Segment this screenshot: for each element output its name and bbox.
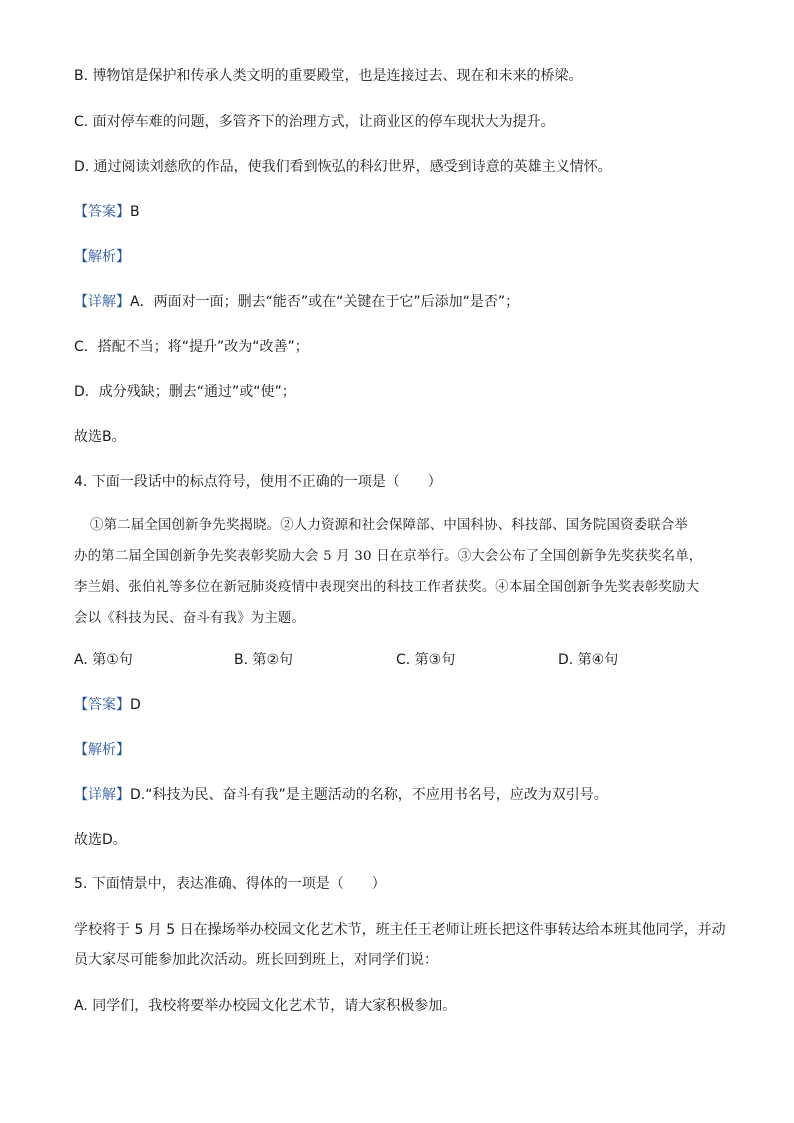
- q4-detail: [74, 785, 608, 805]
- q3-conclusion: 故选B。: [74, 429, 126, 445]
- passage-line: 办的第二届全国创新争先奖表彰奖励大会 5 月 30 日在京举行。③大会公布了全国创新争先奖获奖名单，: [74, 549, 703, 564]
- detail-text: D.“科技为民、奋斗有我”是主题活动的名称，不应用书名号，应改为双引号。: [130, 787, 608, 803]
- passage-line: 李兰娟、张伯礼等多位在新冠肺炎疫情中表现突出的科技工作者获奖。④本届全国创新争先奖表彰奖励大: [74, 580, 700, 595]
- q4-analysis-tag: 【解析】: [74, 742, 130, 758]
- answer-tag: 【答案】: [74, 697, 130, 713]
- q3-option-c: C. 面对停车难的问题，多管齐下的治理方式，让商业区的停车现状大为提升。: [74, 114, 555, 130]
- q5-question: 5. 下面情景中，表达准确、得体的一项是（ ）: [74, 876, 386, 892]
- answer-tag: 【答案】: [74, 204, 130, 220]
- q5-context-line-1: 学校将于 5 月 5 日在操场举办校园文化艺术节，班主任王老师让班长把这件事转达给本班其他同学，并动: [74, 922, 726, 938]
- q4-option-b: B. 第②句: [234, 652, 294, 668]
- q3-analysis-tag: 【解析】: [74, 249, 130, 265]
- passage-line: 会以《科技为民、奋斗有我》为主题。: [74, 611, 306, 626]
- detail-tag: 【详解】: [74, 294, 130, 310]
- q4-option-c: C. 第③句: [396, 652, 456, 668]
- q4-option-a: A. 第①句: [74, 652, 133, 668]
- q3-option-b: B. 博物馆是保护和传承人类文明的重要殿堂，也是连接过去、现在和未来的桥梁。: [74, 68, 583, 84]
- q3-detail-d: D．成分残缺；删去“通过”或“使”；: [74, 384, 296, 400]
- q5-context-line-2: 员大家尽可能参加此次活动。班长回到班上，对同学们说：: [74, 952, 438, 968]
- answer-value: D: [130, 697, 141, 713]
- q3-detail-a: [74, 292, 519, 312]
- passage-line: ①第二届全国创新争先奖揭晓。②人力资源和社会保障部、中国科协、科技部、国务院国资委联合举: [90, 518, 688, 533]
- q4-passage: [74, 510, 724, 634]
- q4-options: [74, 650, 714, 670]
- detail-tag: 【详解】: [74, 787, 130, 803]
- q4-question: 4. 下面一段话中的标点符号，使用不正确的一项是（ ）: [74, 474, 442, 490]
- q4-conclusion: 故选D。: [74, 832, 127, 848]
- q4-answer: [74, 695, 141, 715]
- q3-answer: [74, 202, 140, 222]
- detail-text: A．两面对一面；删去“能否”或在“关键在于它”后添加“是否”；: [130, 294, 520, 310]
- q3-detail-c: C．搭配不当；将“提升”改为“改善”；: [74, 339, 309, 355]
- answer-value: B: [130, 204, 140, 220]
- q4-option-d: D. 第④句: [558, 652, 619, 668]
- q3-option-d: D. 通过阅读刘慈欣的作品，使我们看到恢弘的科幻世界，感受到诗意的英雄主义情怀。: [74, 159, 612, 175]
- q5-option-a: A. 同学们，我校将要举办校园文化艺术节，请大家积极参加。: [74, 998, 457, 1014]
